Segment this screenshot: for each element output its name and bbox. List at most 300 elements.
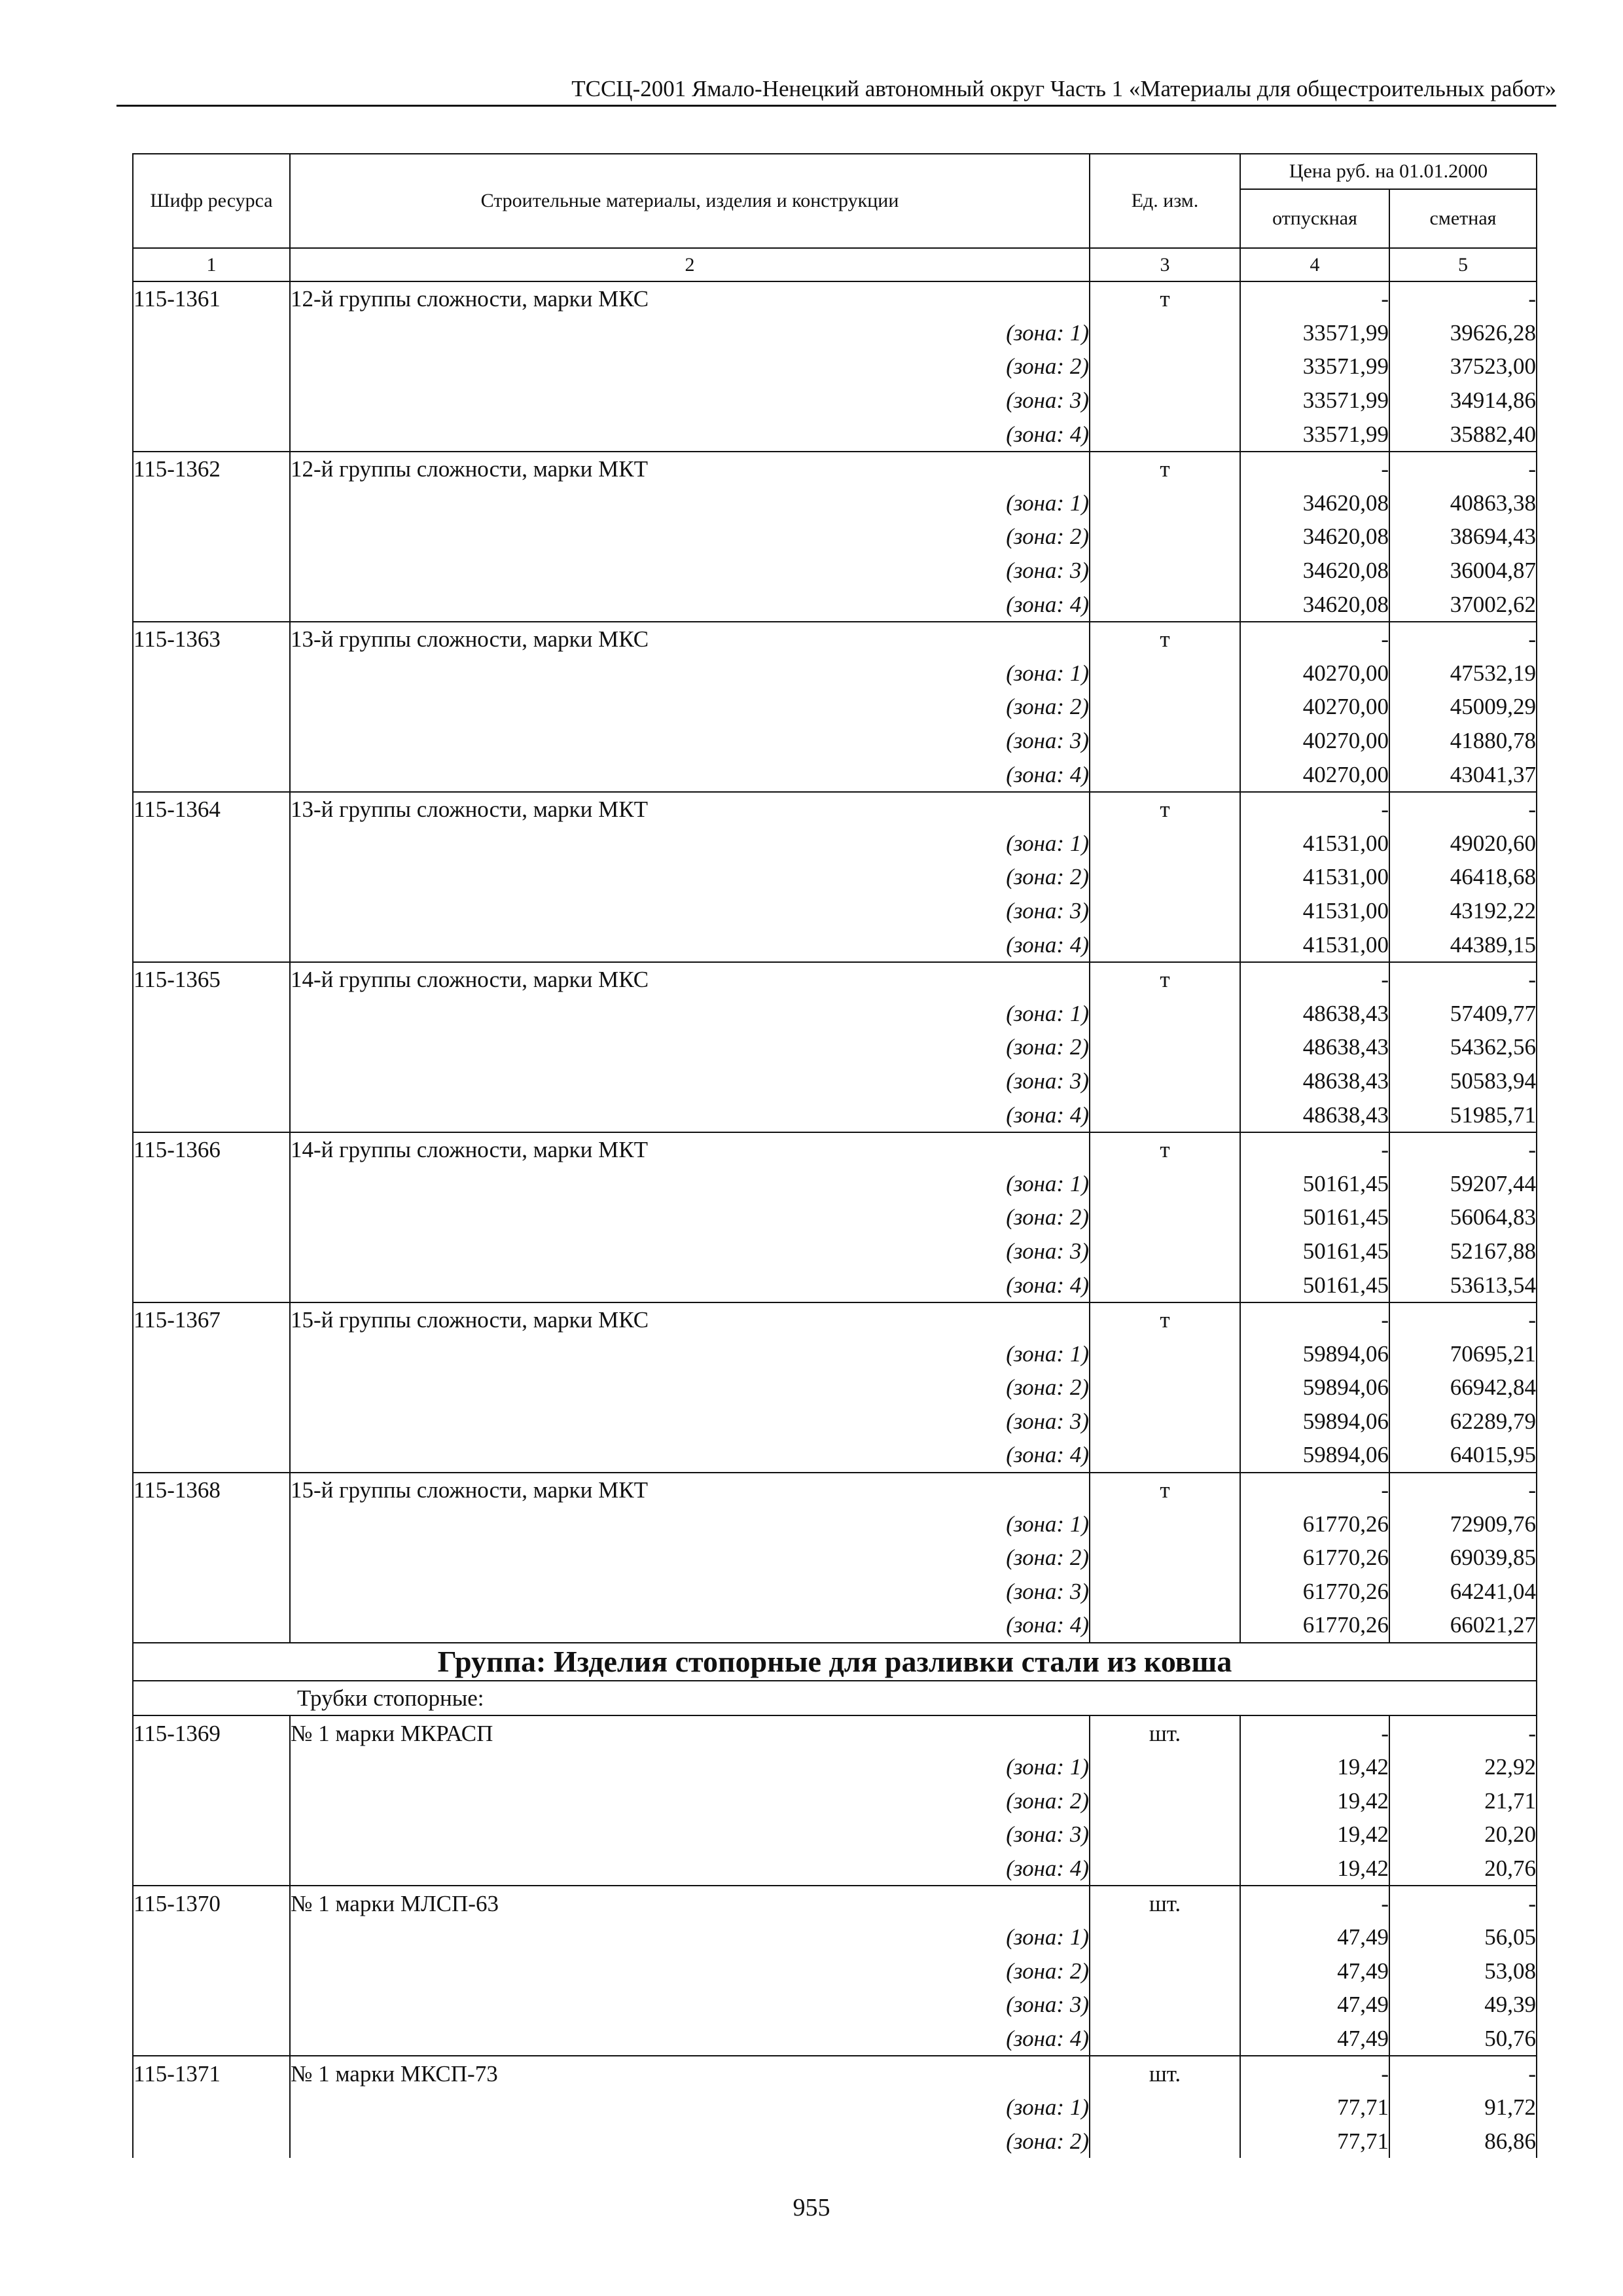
zone-release-price: 19,42 xyxy=(1240,1818,1389,1852)
zone-unit-empty xyxy=(1090,1200,1240,1234)
zone-unit-empty xyxy=(1090,690,1240,724)
zone-label: (зона: 3) xyxy=(290,1405,1090,1439)
zone-code-empty xyxy=(133,827,290,861)
zone-row xyxy=(133,1507,1537,1541)
zone-code-empty xyxy=(133,1954,290,1988)
zone-release-price: 61770,26 xyxy=(1240,1507,1389,1541)
zone-row xyxy=(133,587,1537,622)
zone-estimate-price: 66942,84 xyxy=(1389,1371,1537,1405)
zone-code-empty xyxy=(133,894,290,928)
zone-label: (зона: 3) xyxy=(290,724,1090,758)
zone-label: (зона: 1) xyxy=(290,316,1090,350)
zone-label: (зона: 4) xyxy=(290,2022,1090,2056)
zone-label: (зона: 4) xyxy=(290,757,1090,792)
zone-estimate-price: 49,39 xyxy=(1389,1988,1537,2022)
zone-code-empty xyxy=(133,316,290,350)
zone-release-price: 48638,43 xyxy=(1240,1098,1389,1132)
zone-unit-empty xyxy=(1090,1988,1240,2022)
zone-unit-empty xyxy=(1090,656,1240,691)
zone-code-empty xyxy=(133,1750,290,1784)
zone-release-price: 41531,00 xyxy=(1240,860,1389,894)
zone-row xyxy=(133,1098,1537,1132)
zone-unit-empty xyxy=(1090,554,1240,588)
col-header-estimate: сметная xyxy=(1389,189,1537,248)
estimate-price: - xyxy=(1389,1302,1537,1337)
material-name: 12-й группы сложности, марки МКТ xyxy=(290,452,1090,486)
price-table xyxy=(132,153,1537,2158)
zone-estimate-price: 37523,00 xyxy=(1389,350,1537,384)
zone-release-price: 48638,43 xyxy=(1240,1064,1389,1098)
zone-unit-empty xyxy=(1090,757,1240,792)
zone-release-price: 47,49 xyxy=(1240,2022,1389,2056)
col-header-name: Строительные материалы, изделия и конструкции xyxy=(290,154,1090,248)
zone-row xyxy=(133,860,1537,894)
zone-release-price: 40270,00 xyxy=(1240,757,1389,792)
zone-code-empty xyxy=(133,2124,290,2158)
zone-release-price: 33571,99 xyxy=(1240,350,1389,384)
zone-unit-empty xyxy=(1090,1954,1240,1988)
header-rule xyxy=(116,105,1556,107)
zone-unit-empty xyxy=(1090,996,1240,1030)
zone-label: (зона: 2) xyxy=(290,2124,1090,2158)
zone-label: (зона: 3) xyxy=(290,1818,1090,1852)
zone-code-empty xyxy=(133,2022,290,2056)
zone-unit-empty xyxy=(1090,1064,1240,1098)
zone-code-empty xyxy=(133,860,290,894)
zone-release-price: 40270,00 xyxy=(1240,690,1389,724)
zone-release-price: 41531,00 xyxy=(1240,894,1389,928)
zone-release-price: 50161,45 xyxy=(1240,1234,1389,1268)
zone-unit-empty xyxy=(1090,1268,1240,1302)
zone-unit-empty xyxy=(1090,587,1240,622)
table-body-lower xyxy=(133,1715,1537,2158)
zone-release-price: 77,71 xyxy=(1240,2124,1389,2158)
zone-estimate-price: 34914,86 xyxy=(1389,384,1537,418)
table-body-group xyxy=(133,1643,1537,1716)
material-name: № 1 марки МКСП-73 xyxy=(290,2056,1090,2090)
zone-label: (зона: 3) xyxy=(290,1988,1090,2022)
zone-unit-empty xyxy=(1090,384,1240,418)
zone-code-empty xyxy=(133,554,290,588)
zone-unit-empty xyxy=(1090,1750,1240,1784)
zone-release-price: 40270,00 xyxy=(1240,724,1389,758)
zone-row xyxy=(133,1166,1537,1200)
unit-cell: т xyxy=(1090,1473,1240,1507)
zone-code-empty xyxy=(133,417,290,452)
zone-code-empty xyxy=(133,486,290,520)
zone-code-empty xyxy=(133,1166,290,1200)
zone-code-empty xyxy=(133,1098,290,1132)
zone-estimate-price: 51985,71 xyxy=(1389,1098,1537,1132)
zone-code-empty xyxy=(133,1575,290,1609)
release-price: - xyxy=(1240,1715,1389,1750)
estimate-price: - xyxy=(1389,622,1537,656)
zone-estimate-price: 38694,43 xyxy=(1389,520,1537,554)
item-row xyxy=(133,2056,1537,2090)
zone-estimate-price: 64015,95 xyxy=(1389,1438,1537,1473)
zone-release-price: 34620,08 xyxy=(1240,554,1389,588)
zone-release-price: 40270,00 xyxy=(1240,656,1389,691)
zone-row xyxy=(133,1234,1537,1268)
zone-row xyxy=(133,1438,1537,1473)
zone-label: (зона: 1) xyxy=(290,1507,1090,1541)
zone-unit-empty xyxy=(1090,894,1240,928)
zone-label: (зона: 3) xyxy=(290,384,1090,418)
zone-code-empty xyxy=(133,724,290,758)
zone-release-price: 47,49 xyxy=(1240,1920,1389,1954)
zone-estimate-price: 53613,54 xyxy=(1389,1268,1537,1302)
zone-estimate-price: 41880,78 xyxy=(1389,724,1537,758)
zone-unit-empty xyxy=(1090,827,1240,861)
item-row xyxy=(133,1715,1537,1750)
material-name: 14-й группы сложности, марки МКТ xyxy=(290,1132,1090,1167)
zone-release-price: 33571,99 xyxy=(1240,316,1389,350)
zone-row xyxy=(133,1030,1537,1064)
group-title-row xyxy=(133,1643,1537,1681)
zone-row xyxy=(133,486,1537,520)
zone-row xyxy=(133,894,1537,928)
resource-code: 115-1368 xyxy=(133,1473,290,1507)
material-name: 13-й группы сложности, марки МКС xyxy=(290,622,1090,656)
zone-label: (зона: 2) xyxy=(290,1541,1090,1575)
zone-label: (зона: 1) xyxy=(290,486,1090,520)
page-number: 955 xyxy=(793,2194,830,2221)
zone-unit-empty xyxy=(1090,2090,1240,2125)
zone-estimate-price: 64241,04 xyxy=(1389,1575,1537,1609)
zone-row xyxy=(133,1200,1537,1234)
zone-row xyxy=(133,350,1537,384)
zone-label: (зона: 3) xyxy=(290,894,1090,928)
zone-row xyxy=(133,1541,1537,1575)
resource-code: 115-1362 xyxy=(133,452,290,486)
zone-unit-empty xyxy=(1090,350,1240,384)
subgroup-title: Трубки стопорные: xyxy=(133,1681,1537,1716)
zone-row xyxy=(133,316,1537,350)
unit-cell: т xyxy=(1090,962,1240,997)
zone-unit-empty xyxy=(1090,724,1240,758)
zone-release-price: 34620,08 xyxy=(1240,520,1389,554)
zone-row xyxy=(133,384,1537,418)
zone-estimate-price: 70695,21 xyxy=(1389,1336,1537,1371)
item-row xyxy=(133,452,1537,486)
zone-estimate-price: 59207,44 xyxy=(1389,1166,1537,1200)
zone-unit-empty xyxy=(1090,927,1240,962)
resource-code: 115-1367 xyxy=(133,1302,290,1337)
zone-label: (зона: 1) xyxy=(290,2090,1090,2125)
zone-label: (зона: 1) xyxy=(290,1750,1090,1784)
release-price: - xyxy=(1240,792,1389,827)
zone-estimate-price: 50,76 xyxy=(1389,2022,1537,2056)
zone-estimate-price: 86,86 xyxy=(1389,2124,1537,2158)
zone-label: (зона: 2) xyxy=(290,1200,1090,1234)
col-header-unit: Ед. изм. xyxy=(1090,154,1240,248)
zone-row xyxy=(133,1852,1537,1886)
zone-release-price: 77,71 xyxy=(1240,2090,1389,2125)
zone-label: (зона: 4) xyxy=(290,1852,1090,1886)
zone-row xyxy=(133,690,1537,724)
material-name: 12-й группы сложности, марки МКС xyxy=(290,281,1090,316)
zone-label: (зона: 4) xyxy=(290,587,1090,622)
zone-label: (зона: 4) xyxy=(290,1438,1090,1473)
zone-code-empty xyxy=(133,1507,290,1541)
zone-row xyxy=(133,996,1537,1030)
zone-code-empty xyxy=(133,690,290,724)
zone-estimate-price: 56064,83 xyxy=(1389,1200,1537,1234)
release-price: - xyxy=(1240,1886,1389,1920)
release-price: - xyxy=(1240,2056,1389,2090)
zone-unit-empty xyxy=(1090,1098,1240,1132)
zone-row xyxy=(133,1064,1537,1098)
zone-code-empty xyxy=(133,996,290,1030)
zone-release-price: 48638,43 xyxy=(1240,996,1389,1030)
col-header-price-group: Цена руб. на 01.01.2000 xyxy=(1240,154,1537,189)
unit-cell: т xyxy=(1090,1132,1240,1167)
zone-estimate-price: 39626,28 xyxy=(1389,316,1537,350)
zone-label: (зона: 1) xyxy=(290,656,1090,691)
zone-row xyxy=(133,1818,1537,1852)
estimate-price: - xyxy=(1389,962,1537,997)
estimate-price: - xyxy=(1389,1886,1537,1920)
zone-release-price: 41531,00 xyxy=(1240,927,1389,962)
col-number-4: 4 xyxy=(1240,248,1389,281)
zone-estimate-price: 49020,60 xyxy=(1389,827,1537,861)
zone-row xyxy=(133,1405,1537,1439)
zone-estimate-price: 20,76 xyxy=(1389,1852,1537,1886)
zone-label: (зона: 4) xyxy=(290,1268,1090,1302)
zone-release-price: 34620,08 xyxy=(1240,486,1389,520)
zone-label: (зона: 2) xyxy=(290,350,1090,384)
zone-code-empty xyxy=(133,1438,290,1473)
zone-code-empty xyxy=(133,1200,290,1234)
zone-release-price: 50161,45 xyxy=(1240,1200,1389,1234)
item-row xyxy=(133,622,1537,656)
zone-row xyxy=(133,1750,1537,1784)
zone-estimate-price: 52167,88 xyxy=(1389,1234,1537,1268)
zone-row xyxy=(133,1371,1537,1405)
resource-code: 115-1361 xyxy=(133,281,290,316)
zone-row xyxy=(133,1784,1537,1818)
zone-row xyxy=(133,1988,1537,2022)
zone-code-empty xyxy=(133,1336,290,1371)
item-row xyxy=(133,1886,1537,1920)
zone-row xyxy=(133,1575,1537,1609)
zone-unit-empty xyxy=(1090,1336,1240,1371)
zone-unit-empty xyxy=(1090,417,1240,452)
zone-release-price: 61770,26 xyxy=(1240,1575,1389,1609)
zone-code-empty xyxy=(133,1064,290,1098)
item-row xyxy=(133,962,1537,997)
zone-estimate-price: 57409,77 xyxy=(1389,996,1537,1030)
zone-unit-empty xyxy=(1090,1507,1240,1541)
item-row xyxy=(133,1132,1537,1167)
material-name: 15-й группы сложности, марки МКС xyxy=(290,1302,1090,1337)
zone-release-price: 61770,26 xyxy=(1240,1608,1389,1643)
zone-label: (зона: 3) xyxy=(290,554,1090,588)
zone-code-empty xyxy=(133,384,290,418)
subgroup-row xyxy=(133,1681,1537,1716)
zone-code-empty xyxy=(133,587,290,622)
zone-label: (зона: 2) xyxy=(290,1954,1090,1988)
zone-release-price: 19,42 xyxy=(1240,1784,1389,1818)
estimate-price: - xyxy=(1389,2056,1537,2090)
zone-unit-empty xyxy=(1090,1541,1240,1575)
release-price: - xyxy=(1240,1302,1389,1337)
zone-release-price: 50161,45 xyxy=(1240,1268,1389,1302)
zone-release-price: 59894,06 xyxy=(1240,1336,1389,1371)
group-title: Группа: Изделия стопорные для разливки стали из ковша xyxy=(133,1643,1537,1681)
zone-release-price: 33571,99 xyxy=(1240,417,1389,452)
zone-unit-empty xyxy=(1090,1608,1240,1643)
zone-unit-empty xyxy=(1090,1030,1240,1064)
col-number-3: 3 xyxy=(1090,248,1240,281)
zone-estimate-price: 62289,79 xyxy=(1389,1405,1537,1439)
zone-estimate-price: 21,71 xyxy=(1389,1784,1537,1818)
zone-row xyxy=(133,1920,1537,1954)
zone-label: (зона: 4) xyxy=(290,1608,1090,1643)
zone-unit-empty xyxy=(1090,520,1240,554)
zone-unit-empty xyxy=(1090,860,1240,894)
zone-estimate-price: 37002,62 xyxy=(1389,587,1537,622)
zone-unit-empty xyxy=(1090,1784,1240,1818)
material-name: 15-й группы сложности, марки МКТ xyxy=(290,1473,1090,1507)
zone-unit-empty xyxy=(1090,1818,1240,1852)
zone-code-empty xyxy=(133,1234,290,1268)
zone-code-empty xyxy=(133,1030,290,1064)
zone-release-price: 47,49 xyxy=(1240,1954,1389,1988)
zone-estimate-price: 54362,56 xyxy=(1389,1030,1537,1064)
zone-unit-empty xyxy=(1090,486,1240,520)
zone-unit-empty xyxy=(1090,1371,1240,1405)
zone-release-price: 34620,08 xyxy=(1240,587,1389,622)
zone-row xyxy=(133,554,1537,588)
col-number-1: 1 xyxy=(133,248,290,281)
unit-cell: т xyxy=(1090,1302,1240,1337)
zone-row xyxy=(133,2090,1537,2125)
zone-estimate-price: 44389,15 xyxy=(1389,927,1537,962)
zone-label: (зона: 3) xyxy=(290,1234,1090,1268)
zone-label: (зона: 1) xyxy=(290,827,1090,861)
zone-row xyxy=(133,656,1537,691)
unit-cell: т xyxy=(1090,281,1240,316)
resource-code: 115-1371 xyxy=(133,2056,290,2090)
item-row xyxy=(133,1302,1537,1337)
material-name: № 1 марки МКРАСП xyxy=(290,1715,1090,1750)
zone-code-empty xyxy=(133,1371,290,1405)
zone-estimate-price: 45009,29 xyxy=(1389,690,1537,724)
zone-row xyxy=(133,2022,1537,2056)
zone-row xyxy=(133,1268,1537,1302)
zone-release-price: 61770,26 xyxy=(1240,1541,1389,1575)
estimate-price: - xyxy=(1389,792,1537,827)
estimate-price: - xyxy=(1389,1132,1537,1167)
zone-code-empty xyxy=(133,2090,290,2125)
zone-estimate-price: 50583,94 xyxy=(1389,1064,1537,1098)
zone-row xyxy=(133,827,1537,861)
zone-code-empty xyxy=(133,1818,290,1852)
zone-estimate-price: 20,20 xyxy=(1389,1818,1537,1852)
zone-unit-empty xyxy=(1090,1234,1240,1268)
zone-unit-empty xyxy=(1090,1438,1240,1473)
col-header-release: отпускная xyxy=(1240,189,1389,248)
zone-estimate-price: 36004,87 xyxy=(1389,554,1537,588)
estimate-price: - xyxy=(1389,1473,1537,1507)
zone-code-empty xyxy=(133,350,290,384)
zone-estimate-price: 72909,76 xyxy=(1389,1507,1537,1541)
unit-cell: шт. xyxy=(1090,1886,1240,1920)
unit-cell: шт. xyxy=(1090,2056,1240,2090)
zone-unit-empty xyxy=(1090,1575,1240,1609)
zone-row xyxy=(133,520,1537,554)
zone-code-empty xyxy=(133,1405,290,1439)
col-number-5: 5 xyxy=(1389,248,1537,281)
zone-unit-empty xyxy=(1090,316,1240,350)
zone-label: (зона: 1) xyxy=(290,1920,1090,1954)
resource-code: 115-1365 xyxy=(133,962,290,997)
zone-row xyxy=(133,1608,1537,1643)
zone-release-price: 48638,43 xyxy=(1240,1030,1389,1064)
zone-estimate-price: 91,72 xyxy=(1389,2090,1537,2125)
zone-estimate-price: 47532,19 xyxy=(1389,656,1537,691)
table-body-upper xyxy=(133,281,1537,1643)
col-number-2: 2 xyxy=(290,248,1090,281)
resource-code: 115-1363 xyxy=(133,622,290,656)
zone-code-empty xyxy=(133,927,290,962)
zone-estimate-price: 69039,85 xyxy=(1389,1541,1537,1575)
zone-unit-empty xyxy=(1090,1405,1240,1439)
zone-unit-empty xyxy=(1090,2022,1240,2056)
running-header: ТССЦ-2001 Ямало-Ненецкий автономный округ Часть 1 «Материалы для общестроительных работ» xyxy=(571,76,1556,101)
zone-release-price: 50161,45 xyxy=(1240,1166,1389,1200)
resource-code: 115-1364 xyxy=(133,792,290,827)
zone-code-empty xyxy=(133,656,290,691)
material-name: 13-й группы сложности, марки МКТ xyxy=(290,792,1090,827)
zone-unit-empty xyxy=(1090,1852,1240,1886)
release-price: - xyxy=(1240,1132,1389,1167)
zone-code-empty xyxy=(133,1268,290,1302)
resource-code: 115-1370 xyxy=(133,1886,290,1920)
estimate-price: - xyxy=(1389,1715,1537,1750)
item-row xyxy=(133,281,1537,316)
zone-code-empty xyxy=(133,520,290,554)
release-price: - xyxy=(1240,1473,1389,1507)
zone-label: (зона: 4) xyxy=(290,417,1090,452)
zone-label: (зона: 2) xyxy=(290,860,1090,894)
zone-code-empty xyxy=(133,1852,290,1886)
zone-label: (зона: 1) xyxy=(290,1166,1090,1200)
material-name: № 1 марки МЛСП-63 xyxy=(290,1886,1090,1920)
zone-label: (зона: 3) xyxy=(290,1575,1090,1609)
release-price: - xyxy=(1240,962,1389,997)
zone-label: (зона: 2) xyxy=(290,1784,1090,1818)
zone-release-price: 33571,99 xyxy=(1240,384,1389,418)
zone-estimate-price: 35882,40 xyxy=(1389,417,1537,452)
zone-row xyxy=(133,927,1537,962)
zone-code-empty xyxy=(133,757,290,792)
zone-estimate-price: 43041,37 xyxy=(1389,757,1537,792)
item-row xyxy=(133,1473,1537,1507)
zone-estimate-price: 22,92 xyxy=(1389,1750,1537,1784)
material-name: 14-й группы сложности, марки МКС xyxy=(290,962,1090,997)
release-price: - xyxy=(1240,452,1389,486)
zone-release-price: 41531,00 xyxy=(1240,827,1389,861)
zone-estimate-price: 66021,27 xyxy=(1389,1608,1537,1643)
zone-estimate-price: 56,05 xyxy=(1389,1920,1537,1954)
zone-row xyxy=(133,724,1537,758)
estimate-price: - xyxy=(1389,281,1537,316)
zone-row xyxy=(133,757,1537,792)
zone-label: (зона: 4) xyxy=(290,927,1090,962)
zone-label: (зона: 2) xyxy=(290,1371,1090,1405)
